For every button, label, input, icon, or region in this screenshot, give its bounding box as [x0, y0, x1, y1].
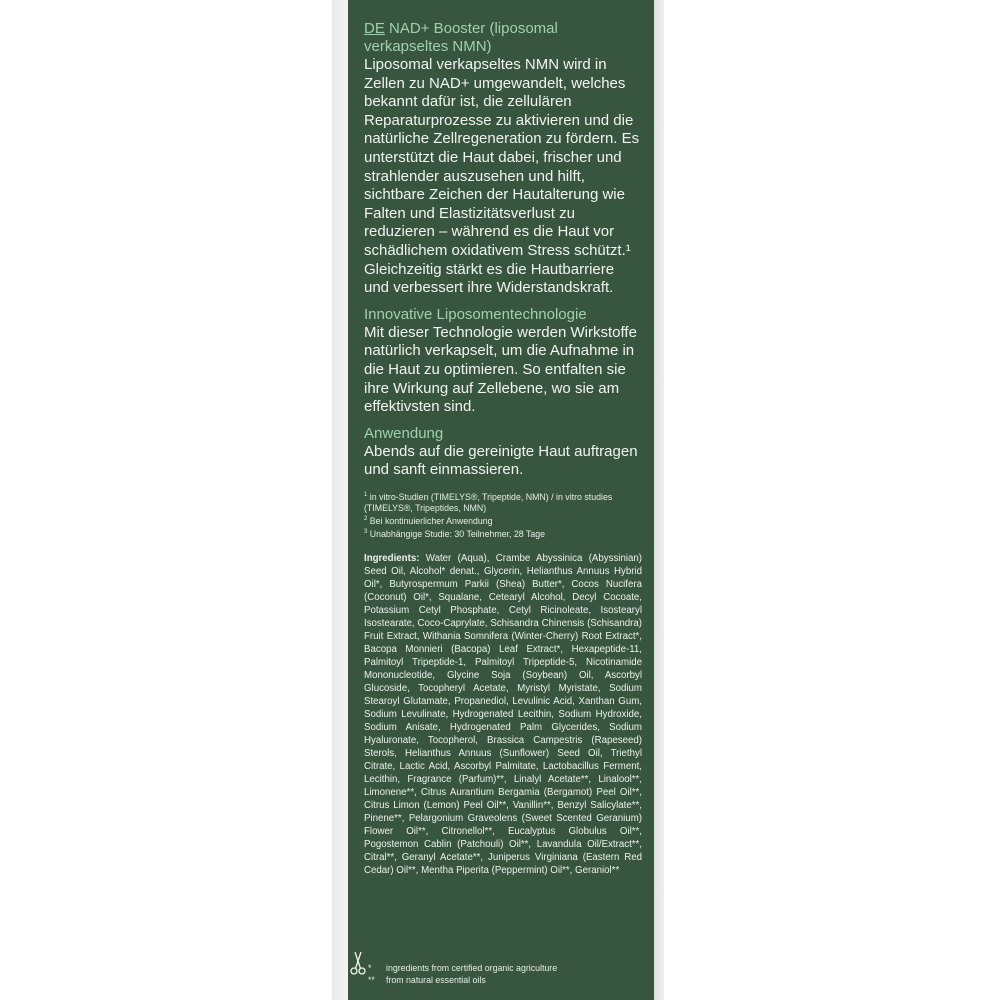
footnote-3: [364, 527, 642, 540]
technology-body: Mit dieser Technologie werden Wirkstoffe natürlich verkapselt, um die Aufnahme in die Haut zu optimieren. So entfalten sie ihre Wirkung auf Zellebene, wo sie am effektivsten sind.: [364, 323, 637, 416]
box-edge-left: [332, 0, 348, 1000]
language-code: DE: [364, 20, 385, 37]
footnote-number: 2: [364, 515, 368, 522]
ingredient-legend: [368, 962, 557, 986]
intro-heading: [364, 20, 642, 56]
usage-body: Abends auf die gereinigte Haut auftragen und sanft einmassieren.: [364, 442, 638, 479]
legend-row: [368, 974, 557, 986]
legend-mark: *: [368, 963, 372, 973]
footnote-1: [364, 490, 642, 514]
package-side-panel: [348, 0, 654, 1000]
box-edge-right: [654, 0, 664, 1000]
ingredients-block: [364, 552, 642, 877]
ingredients-text: Water (Aqua), Crambe Abyssinica (Abyssinian) Seed Oil, Alcohol* denat., Glycerin, Helianthus Annuus Hybrid Oil*, Butyrospermum Parkii (Shea) Butter*, Cocos Nucifera (Coconut) Oil*, Squalane, Cetearyl Alcohol, Decyl Cocoate, Potassium Cetyl Phosphate, Cetyl Ricinoleate, Isostearyl Isostearate, Coco-Caprylate, Schisandra Chinensis (Schisandra) Fruit Extract, Withania Somnifera (Winter-Cherry) Root Extract*, Bacopa Monnieri (Bacopa) Leaf Extract*, Hexapeptide-11, Palmitoyl Tripeptide-1, Palmitoyl Tripeptide-5, Nicotinamide Mononucleotide, Glycine Soja (Soybean) Oil, Ascorbyl Glucoside, Tocopheryl Acetate, Myristyl Myristate, Sodium Stearoyl Glutamate, Propanediol, Levulinic Acid, Xanthan Gum, Sodium Levulinate, Hydrogenated Lecithin, Sodium Hydroxide, Sodium Anisate, Hydrogenated Palm Glycerides, Sodium Hyaluronate, Tocopherol, Brassica Campestris (Rapeseed) Sterols, Helianthus Annuus (Sunflower) Seed Oil, Triethyl Citrate, Lactic Acid, Ascorbyl Palmitate, Lactobacillus Ferment, Lecithin, Fragrance (Parfum)**, Linalyl Acetate**, Linalool**, Limonene**, Citrus Aurantium Bergamia (Bergamot) Peel Oil**, Citrus Limon (Lemon) Peel Oil**, Vanillin**, Benzyl Salicylate**, Pinene**, Pelargonium Graveolens (Sweet Scented Geranium) Flower Oil**, Citronellol**, Eucalyptus Globulus Oil**, Pogostemon Cablin (Patchouli) Oil**, Lavandula Oil/Extract**, Citral**, Geranyl Acetate**, Juniperus Virginiana (Eastern Red Cedar) Oil**, Mentha Piperita (Peppermint) Oil**, Geraniol**: [364, 552, 642, 876]
ingredients-list: [364, 552, 642, 877]
legend-mark: **: [368, 975, 375, 985]
footnote-text: Unabhängige Studie: 30 Teilnehmer, 28 Tage: [369, 528, 546, 539]
legend-text: ingredients from certified organic agriculture: [386, 963, 558, 973]
footnote-2: [364, 514, 642, 527]
technology-heading: Innovative Liposomentechnologie: [364, 305, 587, 323]
scissors-icon: [350, 950, 366, 976]
intro-title: NAD+ Booster (liposomal verkapseltes NMN): [364, 20, 558, 55]
footnotes: [364, 490, 642, 540]
legend-row: [368, 962, 557, 974]
usage-heading: Anwendung: [364, 424, 444, 442]
ingredients-label: Ingredients:: [364, 552, 420, 564]
footnote-text: in vitro-Studien (TIMELYS®, Tripeptide, NMN) / in vitro studies (TIMELYS®, Tripeptides, NMN): [364, 491, 613, 513]
footnote-text: Bei kontinuierlicher Anwendung: [369, 515, 493, 526]
footnote-number: 3: [364, 528, 368, 535]
footnote-number: 1: [364, 491, 368, 498]
intro-body: Liposomal verkapseltes NMN wird in Zellen zu NAD+ umgewandelt, welches bekannt dafür ist, die zellulären Reparaturprozesse zu aktivieren und die natürliche Zellregeneration zu fördern. Es unterstützt die Haut dabei, frischer und strahlender auszusehen und hilft, sichtbare Zeichen der Hautalterung wie Falten und Elastizitätsverlust zu reduzieren – während es die Haut vor schädlichem oxidativem Stress schützt.¹ Gleichzeitig stärkt es die Hautbarriere und verbessert ihre Widerstandskraft.: [364, 56, 640, 297]
legend-text: from natural essential oils: [386, 975, 486, 985]
